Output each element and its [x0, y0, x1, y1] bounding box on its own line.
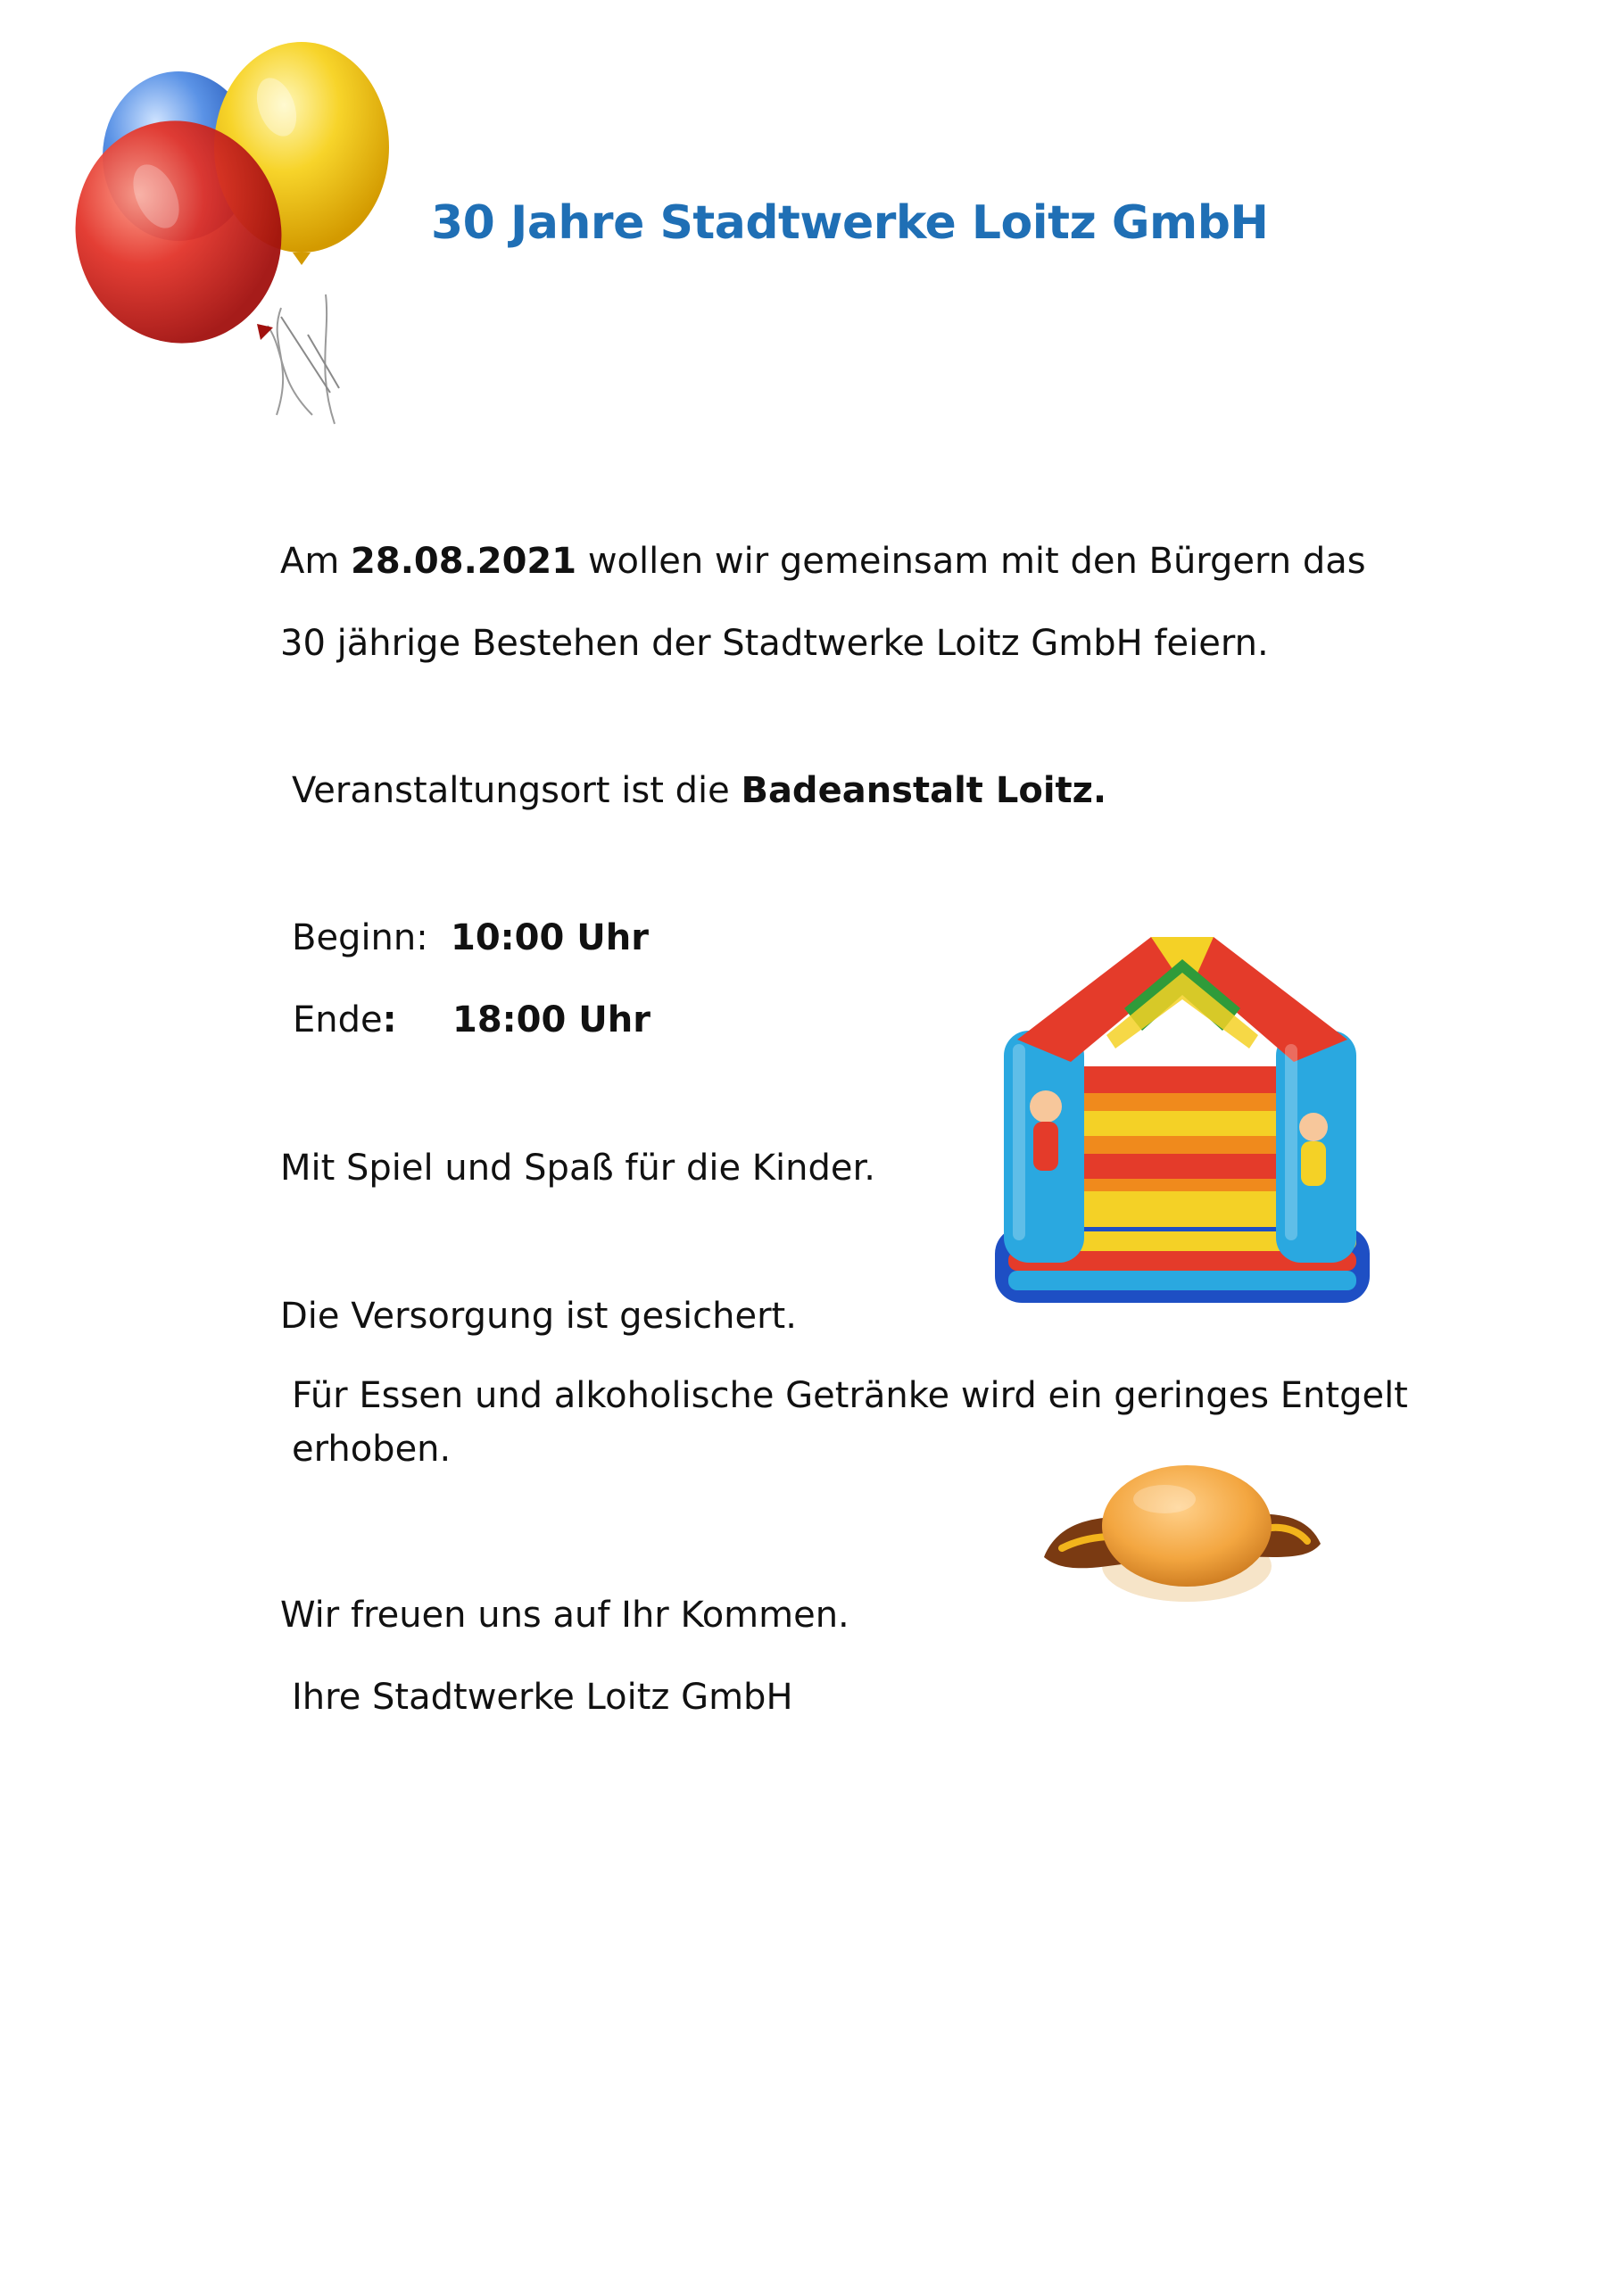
intro-line-1 — [280, 540, 1366, 583]
fee-text: Für Essen und alkoholische Getränke wird ein geringes Entgelt erhoben. — [292, 1375, 1408, 1470]
bouncy-castle-illustration — [990, 924, 1374, 1312]
intro-prefix: Am — [280, 541, 340, 582]
intro-suffix: wollen wir gemeinsam mit den Bürgern das — [587, 541, 1366, 582]
hotdog-illustration — [1035, 1459, 1330, 1611]
page-title: 30 Jahre Stadtwerke Loitz GmbH — [431, 196, 1269, 250]
end-label-colon: : — [382, 999, 397, 1040]
event-date: 28.08.2021 — [351, 541, 577, 582]
venue-prefix: Veranstaltungsort ist die — [292, 770, 730, 811]
signature-line: Ihre Stadtwerke Loitz GmbH — [292, 1677, 793, 1718]
supply-line: Die Versorgung ist gesichert. — [280, 1296, 797, 1337]
end-label-text: Ende — [293, 999, 383, 1040]
closing-line: Wir freuen uns auf Ihr Kommen. — [280, 1595, 849, 1636]
kids-line: Mit Spiel und Spaß für die Kinder. — [280, 1148, 875, 1189]
end-label — [293, 999, 397, 1041]
intro-line-2: 30 jährige Bestehen der Stadtwerke Loitz GmbH feiern. — [280, 623, 1269, 664]
venue-line — [292, 769, 1106, 812]
balloons-illustration — [62, 40, 419, 433]
begin-time: 10:00 Uhr — [451, 917, 649, 958]
end-time: 18:00 Uhr — [452, 999, 650, 1040]
begin-label: Beginn: — [292, 917, 428, 958]
venue-name: Badeanstalt Loitz. — [741, 770, 1107, 811]
